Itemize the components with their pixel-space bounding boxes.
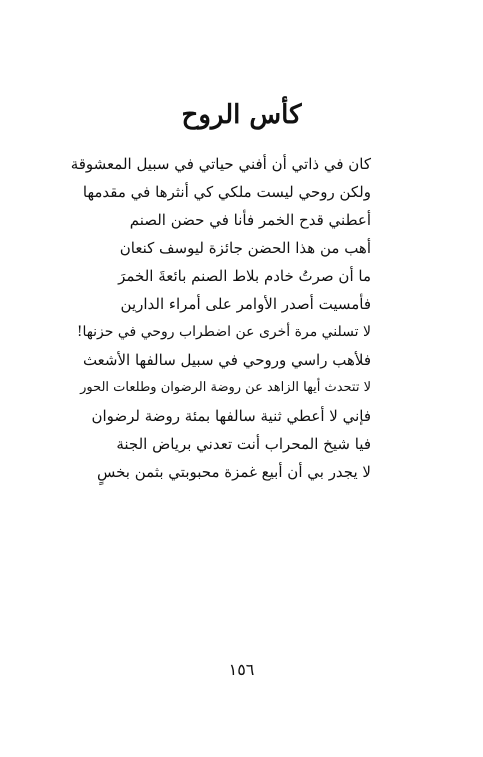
verse-line: فإني لا أعطي ثنية سالفها بمئة روضة لرضوان <box>91 407 371 425</box>
verse-line: ما أن صرتُ خادم بلاط الصنم بائعةَ الخمرَ <box>118 267 371 285</box>
verse-line: لا يجدر بي أن أبيع غمزة محبوبتي بثمن بخسٍ <box>96 463 371 481</box>
verse-line: أهب من هذا الحضن جائزة ليوسف كنعان <box>119 239 371 257</box>
poem-verses <box>71 150 371 486</box>
poem-title: كأس الروح <box>181 100 302 130</box>
verse-line: لا تتحدث أيها الزاهد عن روضة الرضوان وطلعات الحور <box>80 380 371 395</box>
verse-line: أعطني قدح الخمر فأنا في حضن الصنم <box>129 211 371 229</box>
verse-line: فلأهب راسي وروحي في سبيل سالفها الأشعث <box>82 351 371 369</box>
verse-line: فيا شيخ المحراب أنت تعدني برياض الجنة <box>116 435 371 453</box>
verse-line: ولكن روحي ليست ملكي كي أنثرها في مقدمها <box>82 183 371 201</box>
verse-line: لا تسلني مرة أخرى عن اضطراب روحي في حزنها! <box>76 324 371 340</box>
page-number: ١٥٦ <box>228 660 255 679</box>
verse-line: كان في ذاتي أن أفني حياتي في سبيل المعشوقة <box>70 155 371 173</box>
verse-line: فأمسيت أصدر الأوامر على أمراء الدارين <box>120 295 371 313</box>
